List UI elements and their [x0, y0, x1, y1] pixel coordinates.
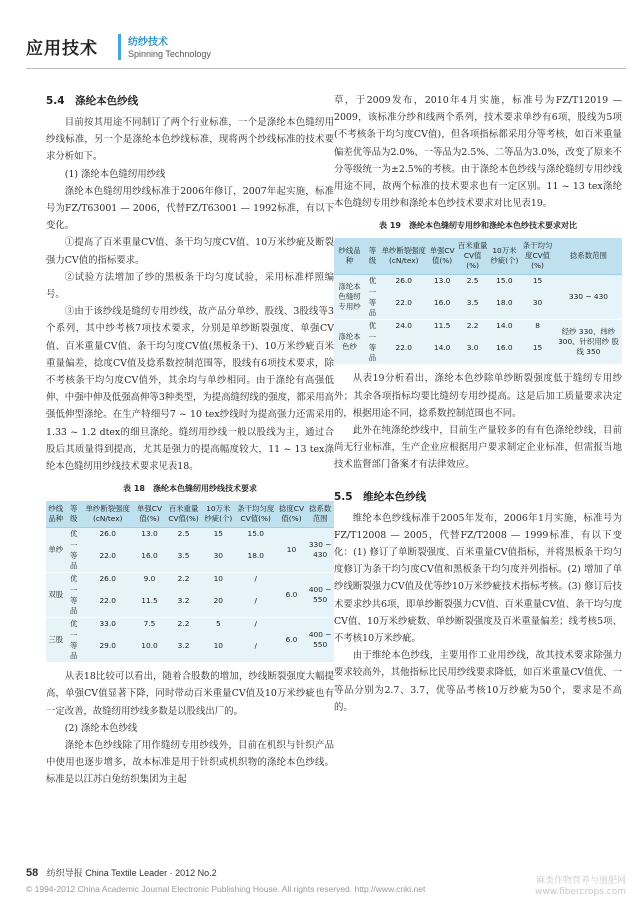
header-section-cn: 纺纱技术 — [128, 37, 168, 48]
table-cell: 优 — [66, 618, 82, 631]
table-18 — [46, 501, 334, 662]
table-cell: 33.0 — [82, 618, 134, 631]
table-cell: / — [235, 630, 277, 662]
table-cell: / — [235, 585, 277, 618]
table-cell: 14.0 — [428, 332, 457, 364]
section-5-5-heading: 5.5 维纶本色纱线 — [334, 490, 427, 503]
table-cell: 26.0 — [82, 573, 134, 586]
table-cell: 3.5 — [457, 287, 489, 320]
paragraph: 从表19分析看出，涤纶本色纱除单纱断裂强度低于缝纫专用纱外；其余各项指标均要比缝纫专用纱提高。这是后加工质量要求决定的，根据用途不同，捻系数控制范围也不同。 — [334, 373, 622, 419]
header-section-en: Spinning Technology — [128, 49, 211, 59]
table-cell: 29.0 — [82, 630, 134, 662]
table-cell: 一等品 — [66, 630, 82, 662]
table-cell: 双股 — [46, 573, 66, 618]
table-cell: 6.0 — [277, 573, 307, 618]
table-header-cell: 百米重量CV值(%) — [165, 501, 201, 528]
watermark-line: 麻类作物营养与施肥网 — [535, 876, 626, 886]
paragraph: ①提高了百米重量CV值、条干均匀度CV值、10万米纱疵及断裂强力CV值的指标要求。 — [46, 237, 334, 266]
table-cell: 18.0 — [235, 540, 277, 573]
table-cell: 10.0 — [134, 630, 166, 662]
table-cell: 18.0 — [489, 287, 521, 320]
table-cell: 13.0 — [428, 275, 457, 288]
table-cell: 一等品 — [66, 540, 82, 573]
paragraph: 草，于2009发布，2010年4月实施，标准号为FZ/T12019 — 2009，该标准分纱和线两个系列，技术要求单纱有6项，股线为5项(不考核条干均匀度CV值)，但各项指标都采用分等考核，如百米重量偏差优等品为2.0%、一等品为2.5%、二等品为3.0%，改变了原来不分等级统一为±2.5%的考核。由于涤纶本色纱线与涤纶缝纫专用纱线用途不同，故两个标准的技术要求也有一定区别。11 ~ 13 tex涤纶本色缝纫专用纱和涤纶本色纱技术要求对比见表19。 — [334, 95, 622, 210]
paragraph: 涤纶本色纱线除了用作缝纫专用纱线外，目前在机织与针织产品中使用也逐步增多，故本标准是用于针织或机织物的涤纶本色纱线。标准是以江苏白兔纺织集团为主起 — [46, 740, 334, 786]
table-cell: 一等品 — [66, 585, 82, 618]
table-cell: 涤纶本色缝纫专用纱 — [334, 275, 365, 320]
table-cell: 三股 — [46, 618, 66, 663]
table-cell: 2.5 — [457, 275, 489, 288]
table-cell: 3.0 — [457, 332, 489, 364]
table-cell: 22.0 — [82, 585, 134, 618]
table-header-cell: 单强CV值(%) — [428, 238, 457, 275]
table-header-cell: 单纱断裂强度(cN/tex) — [82, 501, 134, 528]
table-cell: 单纱 — [46, 528, 66, 573]
table-cell: 15 — [202, 528, 235, 541]
table-cell: 优 — [66, 528, 82, 541]
table-cell: 16.0 — [489, 332, 521, 364]
table-row — [46, 573, 334, 586]
header-accent-bar — [118, 34, 121, 60]
table-cell: 优 — [66, 573, 82, 586]
paragraph: 从表18比较可以看出，随着合股数的增加，纱线断裂强度大幅提高，单强CV值显著下降，同时带动百米重量CV值及10万米纱疵也有一定改善，故缝纫用纱线多数是以股线出厂的。 — [46, 671, 334, 717]
table-header-cell: 纱线品种 — [46, 501, 66, 528]
table-cell: 22.0 — [380, 287, 428, 320]
table-cell: 7.5 — [134, 618, 166, 631]
table-header-cell: 等级 — [365, 238, 380, 275]
table-header-cell: 条干均匀度CV值(%) — [235, 501, 277, 528]
table-cell: 14.0 — [489, 320, 521, 333]
table-cell: 15 — [520, 332, 555, 364]
table-cell: 15.0 — [235, 528, 277, 541]
table-cell: 30 — [520, 287, 555, 320]
journal-name: 纺织导报 China Textile Leader · 2012 No.2 — [46, 868, 217, 878]
table-row — [334, 320, 622, 333]
table-cell: 9.0 — [134, 573, 166, 586]
table-cell: 3.5 — [165, 540, 201, 573]
table-cell: 一等品 — [365, 287, 380, 320]
table-19-caption: 表 19 涤纶本色缝纫专用纱和涤纶本色纱技术要求对比 — [379, 221, 577, 231]
subheading: (2) 涤纶本色纱线 — [64, 722, 138, 734]
table-cell: 3.2 — [165, 630, 201, 662]
paragraph: 由于维纶本色纱线，主要用作工业用纱线，故其技术要求除强力要求较高外，其他指标比民用纱线要求降低，如百米重量CV值优、一等品分别为2.7、3.7，优等品考核10万纱疵为50个，要求是不高的。 — [334, 650, 622, 713]
table-cell: 2.2 — [165, 573, 201, 586]
table-cell: 16.0 — [428, 287, 457, 320]
left-column — [46, 92, 334, 789]
table-cell: 22.0 — [380, 332, 428, 364]
right-column — [334, 92, 622, 716]
table-cell: 16.0 — [134, 540, 166, 573]
table-cell: 11.5 — [134, 585, 166, 618]
table-19 — [334, 238, 622, 364]
table-header-cell: 单强CV值(%) — [134, 501, 166, 528]
paragraph: 涤纶本色缝纫用纱线标准于2006年修订，2007年起实施，标准号为FZ/T63001 — 2006，代替FZ/T63001 — 1992标准，有以下变化。 — [46, 185, 334, 232]
subheading: (1) 涤纶本色缝纫用纱线 — [64, 168, 166, 180]
table-cell: 10 — [202, 630, 235, 662]
paragraph: 此外在纯涤纶纱线中，目前生产量较多的有有色涤纶纱线，目前尚无行业标准，生产企业应根据用户要求制定企业标准，但需报当地技术监督部门备案才有法律效应。 — [334, 425, 622, 471]
table-cell: 24.0 — [380, 320, 428, 333]
table-cell: 经纱 330、纬纱 300、针织用纱 股线 350 — [555, 320, 622, 365]
table-header-cell: 捻系数范围 — [306, 501, 334, 528]
header-title: 应用技术 — [26, 39, 98, 59]
table-cell: 3.2 — [165, 585, 201, 618]
table-cell: 2.5 — [165, 528, 201, 541]
table-cell: 26.0 — [82, 528, 134, 541]
watermark — [535, 876, 626, 898]
table-cell: 8 — [520, 320, 555, 333]
table-cell: 400 ~ 550 — [306, 573, 334, 618]
table-cell: 10 — [277, 528, 307, 573]
table-header-cell: 捻度CV值(%) — [277, 501, 307, 528]
paragraph: ②试验方法增加了纱的黑板条干均匀度试验，采用标准样照编号。 — [46, 271, 334, 301]
table-cell: 330 ~ 430 — [306, 528, 334, 573]
table-header-cell: 百米重量CV值(%) — [457, 238, 489, 275]
table-cell: 30 — [202, 540, 235, 573]
table-cell: 20 — [202, 585, 235, 618]
table-cell: 6.0 — [277, 618, 307, 663]
table-cell: 15 — [520, 275, 555, 288]
table-cell: 11.5 — [428, 320, 457, 333]
paragraph: 目前按其用途不同制订了两个行业标准，一个是涤纶本色缝纫用纱线标准，另一个是涤纶本色纱线标准，现将两个纱线标准的技术要求分析如下。 — [46, 117, 334, 163]
paragraph: ③由于该纱线是缝纫专用纱线，故产品分单纱、股线、3股线等3个系列，其中纱考核7项技术要求，分别是单纱断裂强度、单强CV值、百米重量CV值、条干均匀度CV值(黑板条干)、10万米纱疵百米重量偏差，捻度CV值及捻系数控制范围等，股线有6项技术要求，除不考核条干均匀度CV值外，其余均与单纱相同。由于涤纶有高强低伸、中强中伸及低强高伸等3种类型，为提高缝纫线的强度，都采用高强低伸型涤纶。在生产特细号7 ~ 10 tex纱线时为提高强力还需采用1.33 ~ 1.2 dtex的细旦涤纶。缝纫用纱线一般以股线为主，通过合股后其质量得到提高，尤其是强力的提高幅度较大，11 ~ 13 tex涤纶本色缝纫用纱线技术要求见表18。 — [46, 306, 334, 473]
table-header-cell: 10万米纱疵(个) — [202, 501, 235, 528]
table-cell: 优 — [365, 275, 380, 288]
table-cell: / — [235, 573, 277, 586]
section-5-4-heading: 5.4 涤纶本色纱线 — [46, 95, 139, 107]
paragraph: 维纶本色纱线标准于2005年发布，2006年1月实施，标准号为FZ/T12008 — 2005，代替FZ/T2008 — 1999标准，有以下变化：(1) 修订了单断裂强度、百米重量CV值指标，并将黑板条干均匀度修订为条干均匀度CV值和黑板条干均匀度并列指标。(2) 增加了单纱线断裂强力CV值及优等纱10万米纱疵技术指标考核。(3) 修订后技术要求纱共6项，即单纱断裂强力CV值、百米重量CV值、条干均匀度CV值、10万米纱疵数、单纱断裂强度及百米重量偏差；线考核5项、不考核10万米纱疵。 — [334, 512, 622, 645]
table-row — [334, 275, 622, 288]
table-cell: 330 ~ 430 — [555, 275, 622, 320]
table-row — [46, 618, 334, 631]
table-cell: 26.0 — [380, 275, 428, 288]
table-cell: 400 ~ 550 — [306, 618, 334, 663]
table-header-cell: 纱线品种 — [334, 238, 365, 275]
header-divider — [26, 68, 626, 69]
page-header — [0, 0, 636, 78]
table-cell: 22.0 — [82, 540, 134, 573]
table-cell: 2.2 — [165, 618, 201, 631]
table-cell: 涤纶本色纱 — [334, 320, 365, 365]
table-cell: 10 — [202, 573, 235, 586]
table-header-cell: 10万米纱疵(个) — [489, 238, 521, 275]
copyright-line: © 1994-2012 China Academic Journal Electronic Publishing House. All rights reserved. http://www.cnki.net — [26, 884, 426, 894]
table-cell: 2.2 — [457, 320, 489, 333]
table-cell: 优 — [365, 320, 380, 333]
table-cell: 一等品 — [365, 332, 380, 364]
table-header-cell: 条干均匀度CV值(%) — [520, 238, 555, 275]
table-cell: 13.0 — [134, 528, 166, 541]
watermark-line: www.fibercrops.com — [535, 887, 626, 897]
table-18-caption: 表 18 涤纶本色缝纫用纱线技术要求 — [123, 484, 257, 494]
table-header-cell: 单纱断裂强度(cN/tex) — [380, 238, 428, 275]
table-row — [46, 528, 334, 541]
table-header-cell: 捻系数范围 — [555, 238, 622, 275]
table-cell: 15.0 — [489, 275, 521, 288]
table-cell: 5 — [202, 618, 235, 631]
table-cell: / — [235, 618, 277, 631]
page-number: 58 — [26, 867, 39, 879]
table-header-cell: 等级 — [66, 501, 82, 528]
